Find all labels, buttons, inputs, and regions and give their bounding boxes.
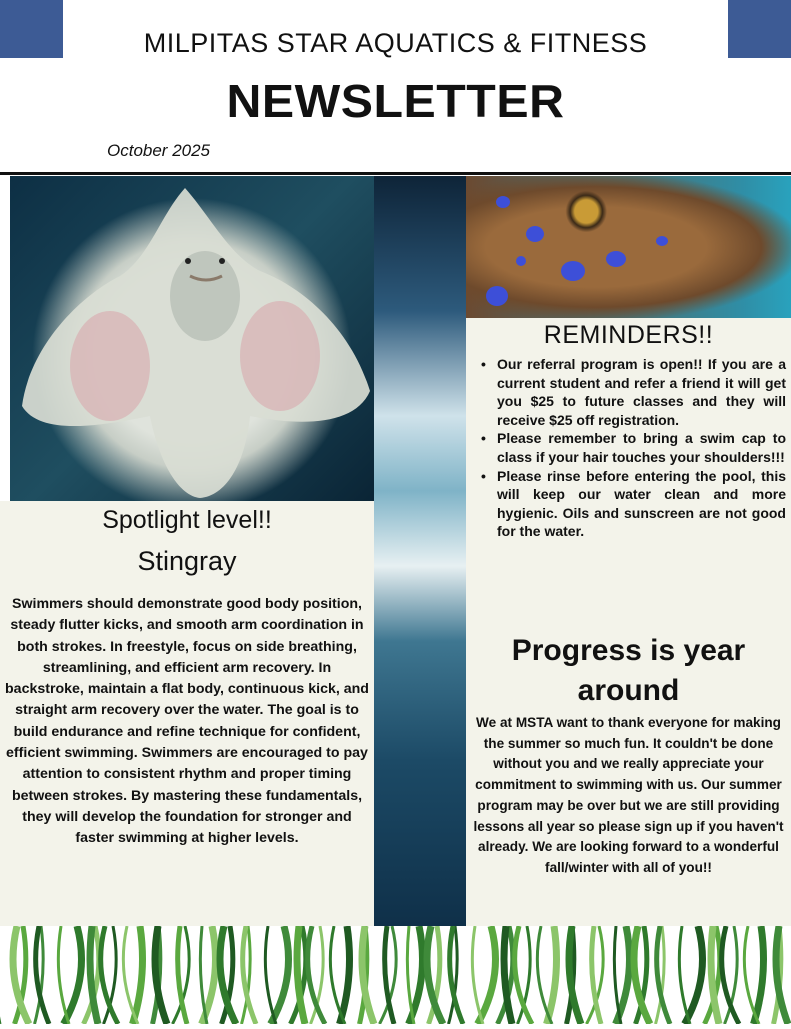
reminder-item: • Please remember to bring a swim cap to class if your hair touches your shoulders!!! (478, 429, 786, 466)
spotlight-body: Swimmers should demonstrate good body position, steady flutter kicks, and smooth arm coordination in both strokes. In freestyle, focus on side breathing, streamlining, and efficient arm recovery. In backstroke, maintain a flat body, continuous kick, and straight arm recovery over the water. The goal is to build endurance and refine technique for confident, efficient swimming. Swimmers are encouraged to pay attention to consistent rhythm and proper timing between strokes. By mastering these fundamentals, they will develop the foundation for stronger and faster swimming at higher levels. (5, 596, 369, 847)
newsletter-title: NEWSLETTER (226, 75, 565, 127)
reminders-list (478, 355, 786, 541)
organization-name: MILPITAS STAR AQUATICS & FITNESS (143, 28, 648, 58)
issue-date: October 2025 (107, 141, 211, 160)
spotlight-level: Stingray (137, 546, 237, 576)
reminder-item: • Please rinse before entering the pool, this will keep our water clean and more hygienic. Oils and sunscreen are not good for the water. (478, 467, 786, 541)
stingray-photo (10, 176, 374, 501)
stingray-eye-photo (466, 176, 791, 318)
seagrass-border (0, 926, 791, 1024)
header-divider (0, 172, 791, 175)
spotlight-heading: Spotlight level!! (102, 506, 272, 534)
reminders-heading: REMINDERS!! (543, 321, 714, 349)
progress-heading: Progress is year around (511, 634, 746, 707)
progress-body: We at MSTA want to thank everyone for making the summer so much fun. It couldn't be done without you and we really appreciate your commitment to swimming with us. Our summer program may be over but we are still providing lessons all year so please sign up if you haven't already. We are looking forward to a wonderful fall/winter with all of you!! (473, 715, 784, 875)
reminder-item: • Our referral program is open!! If you are a current student and refer a friend it will get you $25 to future classes and they will receive $25 off registration. (478, 355, 786, 429)
ocean-wave-photo (374, 176, 466, 926)
